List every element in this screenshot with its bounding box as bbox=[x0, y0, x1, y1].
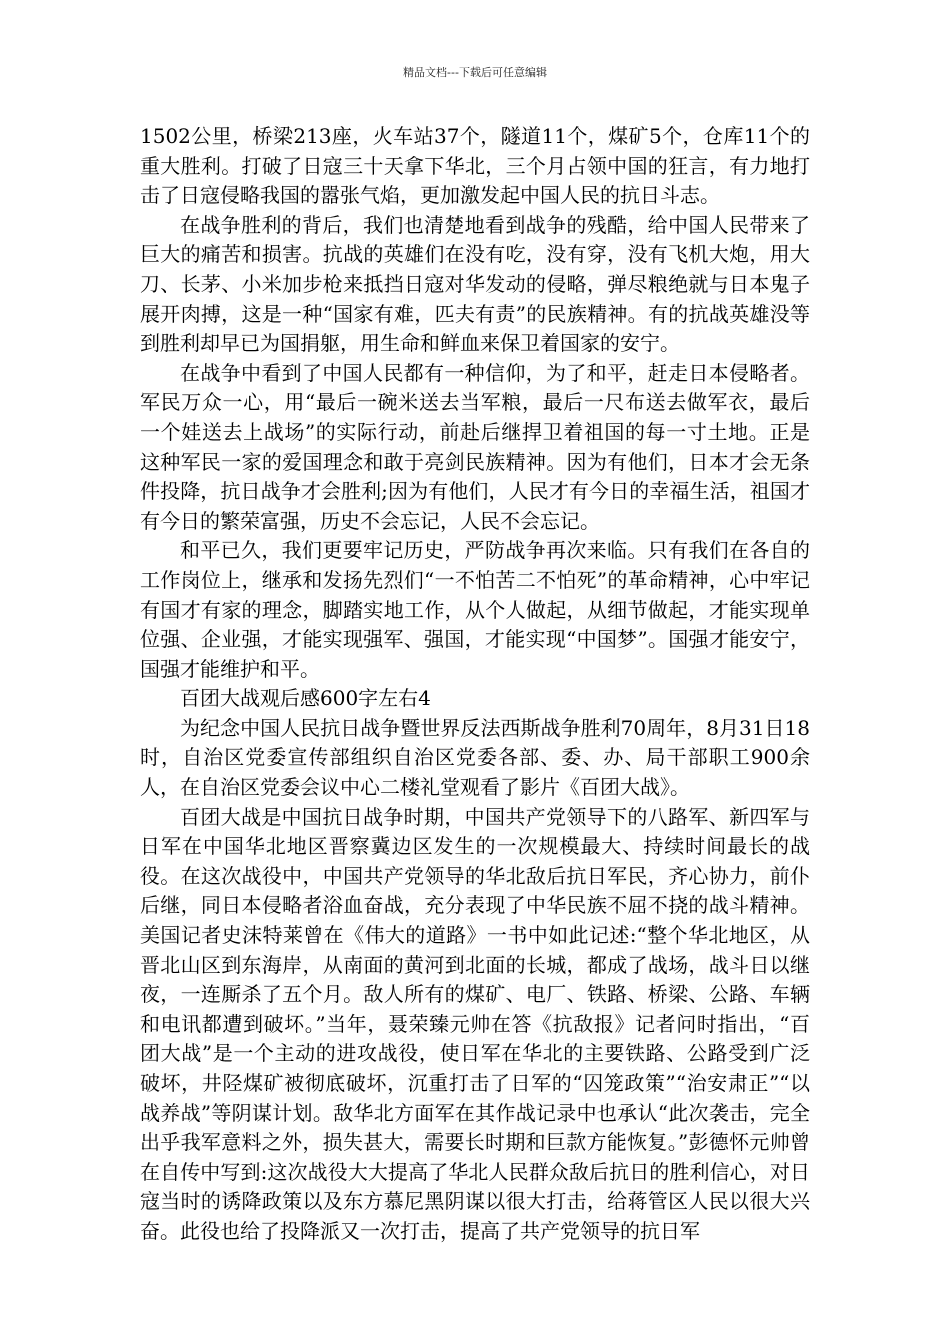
section-heading: 百团大战观后感600字左右4 bbox=[180, 686, 431, 711]
paragraph: 和平已久，我们更要牢记历史，严防战争再次来临。只有我们在各自的工作岗位上，继承和发扬先烈们“一不怕苦二不怕死”的革命精神，心中牢记有国才有家的理念，脚踏实地工作，从个人做起，从细节做起，才能实现单位强、企业强，才能实现强军、强国，才能实现“中国梦”。国强才能安宁，国强才能维护和平。 bbox=[140, 538, 810, 681]
paragraph-continuation: 1502公里，桥梁213座，火车站37个，隧道11个，煤矿5个，仓库11个的重大胜利。打破了日寇三十天拿下华北，三个月占领中国的狂言，有力地打击了日寇侵略我国的嚣张气焰，更加激发起中国人民的抗日斗志。 bbox=[140, 124, 810, 208]
paragraph: 为纪念中国人民抗日战争暨世界反法西斯战争胜利70周年，8月31日18时，自治区党委宣传部组织自治区党委各部、委、办、局干部职工900余人，在自治区党委会议中心二楼礼堂观看了影片《百团大战》。 bbox=[140, 715, 810, 800]
paragraph: 在战争胜利的背后，我们也清楚地看到战争的残酷，给中国人民带来了巨大的痛苦和损害。抗战的英雄们在没有吃，没有穿，没有飞机大炮，用大刀、长茅、小米加步枪来抵挡日寇对华发动的侵略，弹尽粮绝就与日本鬼子展开肉搏，这是一种“国家有难，匹夫有责”的民族精神。有的抗战英雄没等到胜利却早已为国捐躯，用生命和鲜血来保卫着国家的安宁。 bbox=[140, 212, 810, 356]
page-header: 精品文档---下载后可任意编辑 bbox=[403, 66, 547, 79]
document-body bbox=[140, 122, 810, 1247]
paragraph: 在战争中看到了中国人民都有一种信仰，为了和平，赶走日本侵略者。军民万众一心，用“最后一碗米送去当军粮，最后一尺布送去做军衣，最后一个娃送去上战场”的实际行动，前赴后继捍卫着祖国的每一寸土地。正是这种军民一家的爱国理念和敢于亮剑民族精神。因为有他们，日本才会无条件投降，抗日战争才会胜利;因为有他们，人民才有今日的幸福生活，祖国才有今日的繁荣富强，历史不会忘记，人民不会忘记。 bbox=[140, 360, 810, 533]
paragraph: 百团大战是中国抗日战争时期，中国共产党领导下的八路军、新四军与日军在中国华北地区晋察冀边区发生的一次规模最大、持续时间最长的战役。在这次战役中，中国共产党领导的华北敌后抗日军民，齐心协力，前仆后继，同日本侵略者浴血奋战，充分表现了中华民族不屈不挠的战斗精神。美国记者史沫特莱曾在《伟大的道路》一书中如此记述:“整个华北地区，从晋北山区到东海岸，从南面的黄河到北面的长城，都成了战场，战斗日以继夜，一连厮杀了五个月。敌人所有的煤矿、电厂、铁路、桥梁、公路、车辆和电讯都遭到破坏。”当年，聂荣臻元帅在答《抗敌报》记者问时指出，“百团大战”是一个主动的进攻战役，使日军在华北的主要铁路、公路受到广泛破坏，井陉煤矿被彻底破坏，沉重打击了日军的“囚笼政策”“治安肃正”“以战养战”等阴谋计划。敌华北方面军在其作战记录中也承认“此次袭击，完全出乎我军意料之外，损失甚大，需要长时期和巨款方能恢复。”彭德怀元帅曾在自传中写到:这次战役大大提高了华北人民群众敌后抗日的胜利信心，对日寇当时的诱降政策以及东方慕尼黑阴谋以很大打击，给蒋管区人民以很大兴奋。此役也给了投降派又一次打击，提高了共产党领导的抗日军 bbox=[140, 804, 810, 1243]
